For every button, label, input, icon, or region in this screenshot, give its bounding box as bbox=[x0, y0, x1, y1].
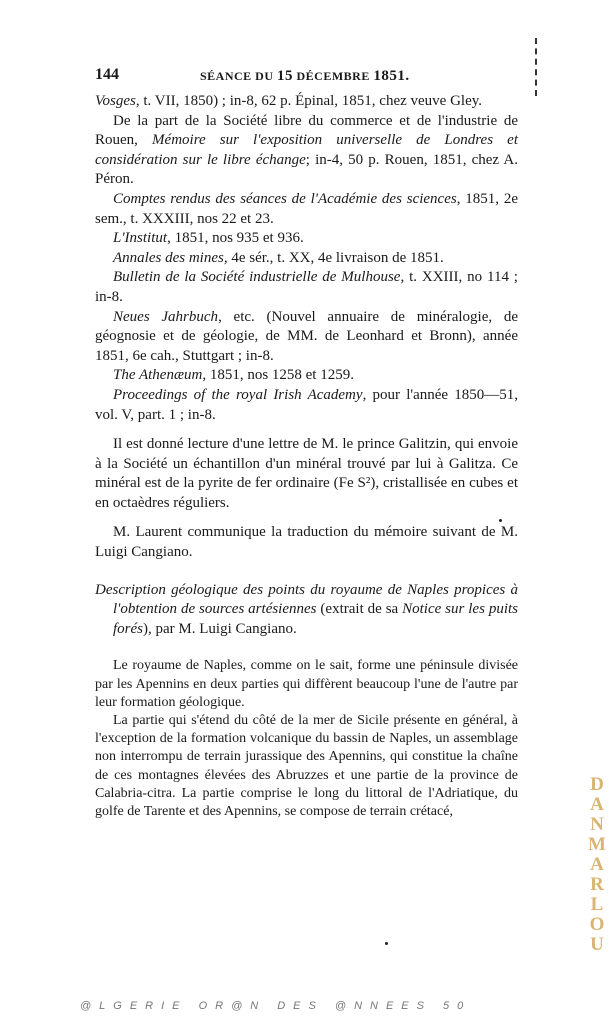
bib-title: Proceedings of the royal Irish Academy bbox=[113, 386, 363, 403]
bib-entry-comptes-rendus bbox=[95, 190, 518, 229]
running-head-prefix: SÉANCE DU bbox=[200, 69, 274, 83]
spacer bbox=[95, 639, 518, 657]
bib-source: De la part de la Société libre du commerce et de l'industrie de Rouen, bbox=[95, 112, 518, 149]
page-edge-mark bbox=[535, 38, 541, 96]
bib-details: , 1851, 2e sem., t. XXXIII, nos 22 et 23. bbox=[95, 190, 518, 227]
page-header bbox=[95, 66, 515, 88]
bib-details: , t. VII, 1850) ; in-8, 62 p. Épinal, 1851, chez veuve Gley. bbox=[135, 93, 483, 109]
bib-details: , pour l'année 1850—51, vol. V, part. 1 ; in-8. bbox=[95, 386, 518, 423]
memoir-title-main: Description géologique des points du royaume de Naples propices à l'obtention de sources artésiennes bbox=[95, 581, 518, 618]
bib-details: , etc. (Nouvel annuaire de minéralogie, de géognosie et de géologie, de MM. de Leonhard et Bronn), année 1851, 6e cah., Stuttgart ; in-8. bbox=[95, 308, 518, 364]
bib-entry-vosges bbox=[95, 92, 518, 112]
footer-watermark-text: @LGERIE OR@N DES @NNEES 50 bbox=[80, 1000, 472, 1012]
bib-details: , 1851, nos 1258 et 1259. bbox=[202, 367, 354, 384]
side-watermark: DANMARLOU bbox=[588, 774, 606, 955]
running-head bbox=[200, 68, 410, 85]
bib-title: The Athenæum bbox=[113, 367, 203, 384]
memoir-title-author: ), par M. Luigi Cangiano. bbox=[143, 620, 297, 637]
bib-details: , 4e sér., t. XX, 4e livraison de 1851. bbox=[223, 249, 444, 266]
paragraph-galitzin-letter: Il est donné lecture d'une lettre de M. le prince Galitzin, qui envoie à la Société un échantillon d'un minéral trouvé par lui à Galitza. Ce minéral est de la pyrite de fer ordinaire (Fe S²), cristallisée en cubes et en octaèdres réguliers. bbox=[95, 436, 518, 511]
bib-title: Comptes rendus des séances de l'Académie des sciences bbox=[113, 190, 457, 207]
bib-title: Annales des mines bbox=[113, 249, 224, 266]
bib-title: Neues Jahrbuch bbox=[113, 308, 219, 325]
bib-details: ; in-4, 50 p. Rouen, 1851, chez A. Péron. bbox=[95, 151, 518, 188]
ink-speck bbox=[499, 519, 502, 522]
paragraph-partie-sicile: La partie qui s'étend du côté de la mer de Sicile présente en général, à l'exception de la formation volcanique du bassin de Naples, un assemblage non interrompu de terrain jurassique des Apennins, qui constitue la chaîne de ces montagnes élevées des Abruzzes et une partie de la province de Calabria-citra. La partie comprise le long du littoral de l'Adriatique, du golfe de Tarente et des Apennins, se compose de terrain crétacé, bbox=[95, 713, 518, 820]
paragraph-laurent: M. Laurent communique la traduction du mémoire suivant de M. Luigi Cangiano. bbox=[95, 524, 518, 561]
page-body bbox=[95, 92, 518, 821]
bib-title: Mémoire sur l'exposition universelle de Londres et considération sur le libre échange bbox=[95, 132, 518, 168]
page-number: 144 bbox=[95, 66, 119, 83]
memoir-title-notice: Notice sur les puits forés bbox=[113, 601, 518, 637]
bib-entry-athenaeum bbox=[95, 366, 518, 386]
bib-title: Vosges bbox=[95, 93, 136, 109]
bib-title: L'Institut bbox=[113, 230, 168, 247]
spacer bbox=[95, 563, 518, 581]
bib-entry-rouen bbox=[95, 112, 518, 190]
running-head-month: DÉCEMBRE bbox=[296, 69, 370, 83]
memoir-title-extract: (extrait de sa bbox=[316, 601, 403, 618]
ink-speck bbox=[385, 942, 388, 945]
running-head-year: 1851. bbox=[373, 68, 410, 84]
paragraph-royaume-naples: Le royaume de Naples, comme on le sait, forme une péninsule divisée par les Apennins en deux parties qui diffèrent beaucoup l'une de l'autre par leur formation géologique. bbox=[95, 658, 518, 710]
running-head-day: 15 bbox=[277, 68, 294, 84]
bib-entry-institut bbox=[95, 229, 518, 249]
bib-entry-annales-mines bbox=[95, 249, 518, 269]
bib-entry-mulhouse bbox=[95, 268, 518, 307]
bib-details: , t. XXIII, no 114 ; in-8. bbox=[95, 269, 518, 305]
spacer bbox=[95, 425, 518, 435]
memoir-title bbox=[95, 581, 518, 640]
bib-entry-irish-academy bbox=[95, 386, 518, 425]
bib-details: , 1851, nos 935 et 936. bbox=[167, 230, 304, 247]
spacer bbox=[95, 513, 518, 523]
bib-entry-neues-jahrbuch bbox=[95, 308, 518, 367]
bib-title: Bulletin de la Société industrielle de Mulhouse bbox=[113, 269, 401, 286]
